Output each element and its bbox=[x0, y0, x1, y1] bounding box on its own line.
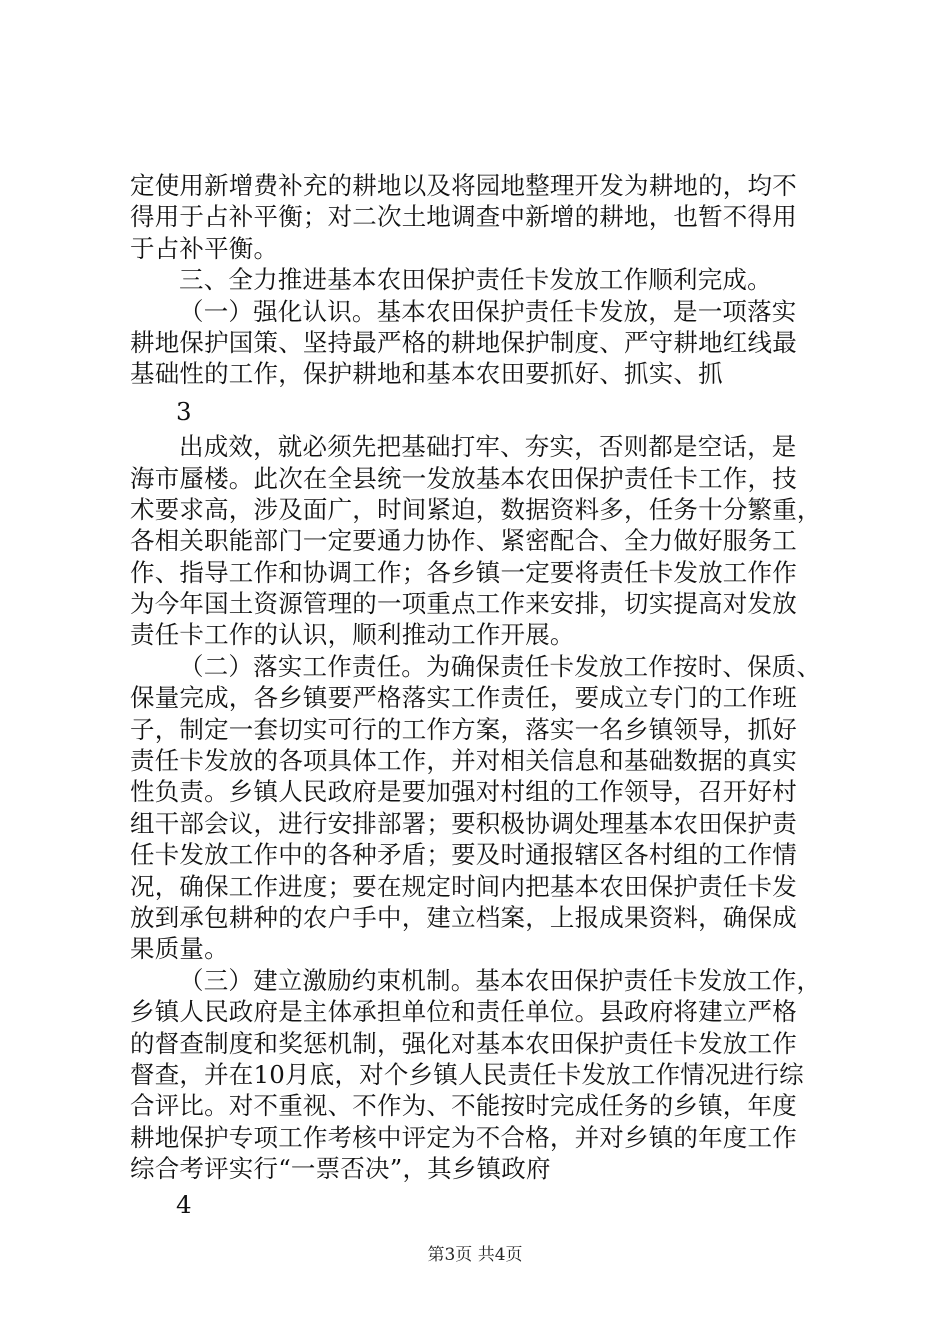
paragraph-line: 得用于占补平衡；对二次土地调查中新增的耕地，也暂不得用 bbox=[130, 202, 797, 232]
paragraph-line: 合评比。对不重视、不作为、不能按时完成任务的乡镇，年度 bbox=[130, 1091, 797, 1121]
paragraph-line: 于占补平衡。 bbox=[130, 233, 279, 263]
paragraph-line: 出成效，就必须先把基础打牢、夯实，否则都是空话，是 bbox=[179, 432, 797, 462]
paragraph-line: 作、指导工作和协调工作；各乡镇一定要将责任卡发放工作作 bbox=[130, 557, 797, 587]
paragraph-line: 责任卡发放的各项具体工作，并对相关信息和基础数据的真实 bbox=[130, 746, 797, 776]
page-marker: 3 bbox=[176, 396, 192, 426]
paragraph-line: （二）落实工作责任。为确保责任卡发放工作按时、保质、 bbox=[179, 651, 822, 681]
paragraph-line: 况，确保工作进度；要在规定时间内把基本农田保护责任卡发 bbox=[130, 871, 797, 901]
page-marker: 4 bbox=[176, 1189, 192, 1219]
paragraph-line: 子，制定一套切实可行的工作方案，落实一名乡镇领导，抓好 bbox=[130, 714, 797, 744]
paragraph-line: 基础性的工作，保护耕地和基本农田要抓好、抓实、抓 bbox=[130, 359, 723, 389]
paragraph-line: 的督查制度和奖惩机制，强化对基本农田保护责任卡发放工作 bbox=[130, 1028, 797, 1058]
paragraph-line: 保量完成，各乡镇要严格落实工作责任，要成立专门的工作班 bbox=[130, 683, 797, 713]
paragraph-line: 定使用新增费补充的耕地以及将园地整理开发为耕地的，均不 bbox=[130, 171, 797, 200]
paragraph-line: 督查，并在10月底，对个乡镇人民责任卡发放工作情况进行综 bbox=[130, 1059, 804, 1089]
paragraph-line: （一）强化认识。基本农田保护责任卡发放，是一项落实 bbox=[179, 296, 797, 326]
paragraph-line: 综合考评实行“一票否决”，其乡镇政府 bbox=[130, 1154, 551, 1184]
paragraph-line: 放到承包耕种的农户手中，建立档案，上报成果资料，确保成 bbox=[130, 902, 797, 932]
paragraph-line: 乡镇人民政府是主体承担单位和责任单位。县政府将建立严格 bbox=[130, 997, 797, 1027]
paragraph-line: 海市蜃楼。此次在全县统一发放基本农田保护责任卡工作，技 bbox=[130, 463, 797, 493]
paragraph-line: 术要求高，涉及面广，时间紧迫，数据资料多，任务十分繁重， bbox=[130, 494, 822, 524]
paragraph-line: 责任卡工作的认识，顺利推动工作开展。 bbox=[130, 620, 575, 650]
paragraph-line: 耕地保护国策、坚持最严格的耕地保护制度、严守耕地红线最 bbox=[130, 327, 797, 357]
paragraph-line: 耕地保护专项工作考核中评定为不合格，并对乡镇的年度工作 bbox=[130, 1122, 797, 1152]
page-footer: 第3页 共4页 bbox=[427, 1245, 523, 1265]
paragraph-line: 果质量。 bbox=[130, 934, 229, 964]
paragraph-line: 各相关职能部门一定要通力协作、紧密配合、全力做好服务工 bbox=[130, 526, 797, 556]
document-body bbox=[130, 170, 835, 1224]
paragraph-line: 任卡发放工作中的各种矛盾；要及时通报辖区各村组的工作情 bbox=[130, 840, 797, 870]
section-heading: 三、全力推进基本农田保护责任卡发放工作顺利完成。 bbox=[179, 265, 772, 295]
paragraph-line: （三）建立激励约束机制。基本农田保护责任卡发放工作， bbox=[179, 965, 822, 995]
paragraph-line: 性负责。乡镇人民政府是要加强对村组的工作领导，召开好村 bbox=[130, 777, 797, 807]
paragraph-line: 为今年国土资源管理的一项重点工作来安排，切实提高对发放 bbox=[130, 589, 797, 619]
paragraph-line: 组干部会议，进行安排部署；要积极协调处理基本农田保护责 bbox=[130, 808, 797, 838]
